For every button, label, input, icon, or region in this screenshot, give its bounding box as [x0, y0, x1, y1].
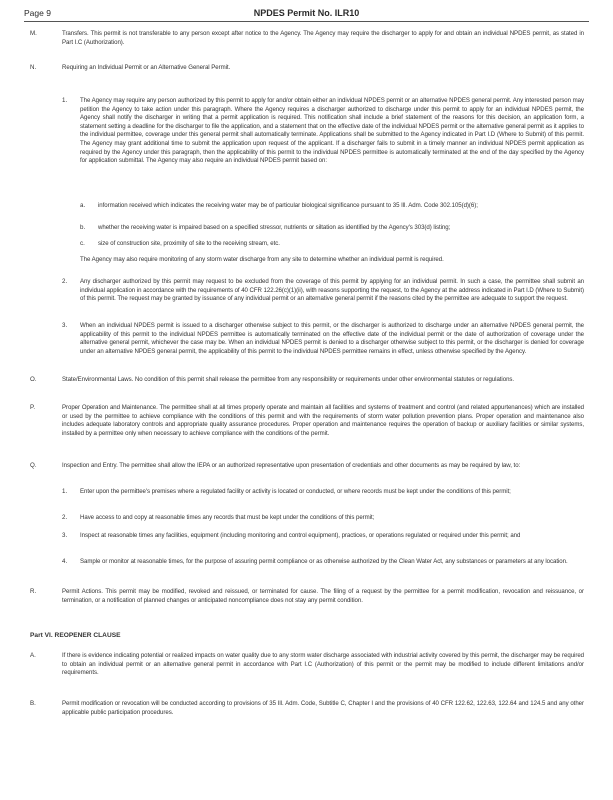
page-number: Page 9 [24, 8, 51, 18]
item-o-text: State/Environmental Laws. No condition of this permit shall release the permittee from any responsibility or requirements under other environmental statutes or regulations. [62, 376, 515, 383]
item-n1a-label: a. [80, 202, 86, 209]
item-n3-label: 3. [62, 322, 68, 329]
item-q2-text: Have access to and copy at reasonable times any records that must be kept under the conditions of this permit; [80, 514, 375, 521]
item-n1c-label: c. [80, 240, 85, 247]
page-header [24, 8, 589, 22]
item-n2-label: 2. [62, 278, 68, 285]
reopener-b-label: B. [30, 700, 36, 707]
item-n1-text: The Agency may require any person authorized by this permit to apply for and/or obtain either an individual NPDES permit or an alternative NPDES general permit. Any interested person may petition the Agency to take action under this paragraph. Where the Agency requires a discharger authorized to discharge under this permit to apply for an individual NPDES permit, the Agency shall notify the discharger in writing that a permit application is required. This notification shall include a brief statement of the reasons for this decision, an application form, a statement setting a deadline for the discharger to file the application, and a statement that on the effective date of the individual NPDES permit or the alternative general permit as it applies to the individual permittee, coverage under this general permit shall automatically terminate. Applications shall be submitted to the Agency indicated in Part I.D (Where to Submit) of this permit. The Agency may grant additional time to submit the application upon request of the applicant. If a discharger fails to submit in a timely manner an individual NPDES permit application as required by the Agency under this paragraph, then the applicability of this permit to the individual NPDES permittee is automatically terminated at the end of the day specified by the Agency for application submittal. The Agency may also require an individual NPDES permit based on: [80, 97, 584, 165]
reopener-a-label: A. [30, 652, 36, 659]
item-n-text: Requiring an Individual Permit or an Alternative General Permit. [62, 64, 231, 71]
reopener-a-text: If there is evidence indicating potential or realized impacts on water quality due to any storm water discharge associated with industrial activity covered by this permit, the discharger may be required to obtain an individual permit or an alternative general permit in accordance with Part I.C (Authorization) of this permit or the permit may be modified to include different limitations and/or requirements. [62, 652, 584, 677]
part-heading: Part VI. REOPENER CLAUSE [30, 632, 121, 639]
item-n1-note: The Agency may also require monitoring of any storm water discharge from any site to determine whether an individual permit is required. [80, 256, 444, 263]
item-r-text: Permit Actions. This permit may be modified, revoked and reissued, or terminated for cause. The filing of a request by the permittee for a permit modification, revocation and reissuance, or termination, or a notification of planned changes or anticipated noncompliance does not stay any permit condition. [62, 588, 584, 604]
item-r-label: R. [30, 588, 37, 595]
item-o-label: O. [30, 376, 37, 383]
item-n1b-label: b. [80, 224, 86, 231]
item-m-label: M. [30, 30, 37, 37]
header-rule [24, 21, 589, 22]
item-m-text: Transfers. This permit is not transferable to any person except after notice to the Agency. The Agency may require the discharger to apply for and obtain an individual NPDES permit, as stated in Part I.C (Authorization). [62, 30, 584, 46]
item-q4-text: Sample or monitor at reasonable times, for the purpose of assuring permit compliance or as otherwise authorized by the Clean Water Act, any substances or parameters at any location. [80, 558, 568, 565]
item-q3-label: 3. [62, 532, 68, 539]
reopener-b-text: Permit modification or revocation will be conducted according to provisions of 35 Ill. Adm. Code, Subtitle C, Chapter I and the provisions of 40 CFR 122.62, 122.63, 122.64 and 124.5 and any other applicable public participation procedures. [62, 700, 584, 716]
item-q3-text: Inspect at reasonable times any facilities, equipment (including monitoring and control equipment), practices, or operations regulated or required under this permit; and [80, 532, 521, 539]
item-q1-label: 1. [62, 488, 68, 495]
item-q-label: Q. [30, 462, 37, 469]
item-q-text: Inspection and Entry. The permittee shall allow the IEPA or an authorized representative upon presentation of credentials and other documents as may be required by law, to: [62, 462, 521, 469]
item-n1c-text: size of construction site, proximity of site to the receiving stream, etc. [98, 240, 280, 247]
item-p-text: Proper Operation and Maintenance. The permittee shall at all times properly operate and maintain all facilities and systems of treatment and control (and related appurtenances) which are installed or used by the permittee to achieve compliance with the conditions of this permit and with the requirements of storm water pollution prevention plans. Proper operation and maintenance also includes adequate laboratory controls and appropriate quality assurance procedures. Proper operation and maintenance requires the operation of backup or auxiliary facilities or similar systems, installed by a permittee only when necessary to achieve compliance with the conditions of the permit. [62, 404, 584, 437]
item-n2-text: Any discharger authorized by this permit may request to be excluded from the coverage of this permit by applying for an individual permit. In such a case, the permittee shall submit an individual application in accordance with the requirements of 40 CFR 122.26(c)(1)(ii), with reasons supporting the request, to the Agency at the address indicated in Part I.D (Where to Submit) of this permit. The request may be granted by issuance of any individual permit or an alternative general permit if the reasons cited by the permittee are adequate to support the request. [80, 278, 584, 303]
item-n1-label: 1. [62, 97, 68, 104]
item-n1a-text: information received which indicates the receiving water may be of particular biological significance pursuant to 35 Ill. Adm. Code 302.105(d)(6); [98, 202, 478, 209]
item-q4-label: 4. [62, 558, 68, 565]
item-p-label: P. [30, 404, 36, 411]
permit-title: NPDES Permit No. ILR10 [253, 8, 360, 18]
item-n-label: N. [30, 64, 37, 71]
item-n3-text: When an individual NPDES permit is issued to a discharger otherwise subject to this permit, or the discharger is authorized to discharge under an alternative NPDES general permit, the applicability of this permit to the individual NPDES permittee is automatically terminated on the effective date of the individual permit or the date of authorization of coverage under the alternative general permit, whichever the case may be. When an individual NPDES permit is denied to a discharger otherwise subject to this permit, or the discharger is denied for coverage under an alternative NPDES general permit, the applicability of this permit to the individual NPDES permittee remains in effect, unless otherwise specified by the Agency. [80, 322, 584, 355]
item-q2-label: 2. [62, 514, 68, 521]
item-q1-text: Enter upon the permittee's premises where a regulated facility or activity is located or conducted, or where records must be kept under the conditions of this permit; [80, 488, 511, 495]
item-n1b-text: whether the receiving water is impaired based on a specified stressor, nutrients or siltation as identified by the Agency's 303(d) listing; [98, 224, 451, 231]
